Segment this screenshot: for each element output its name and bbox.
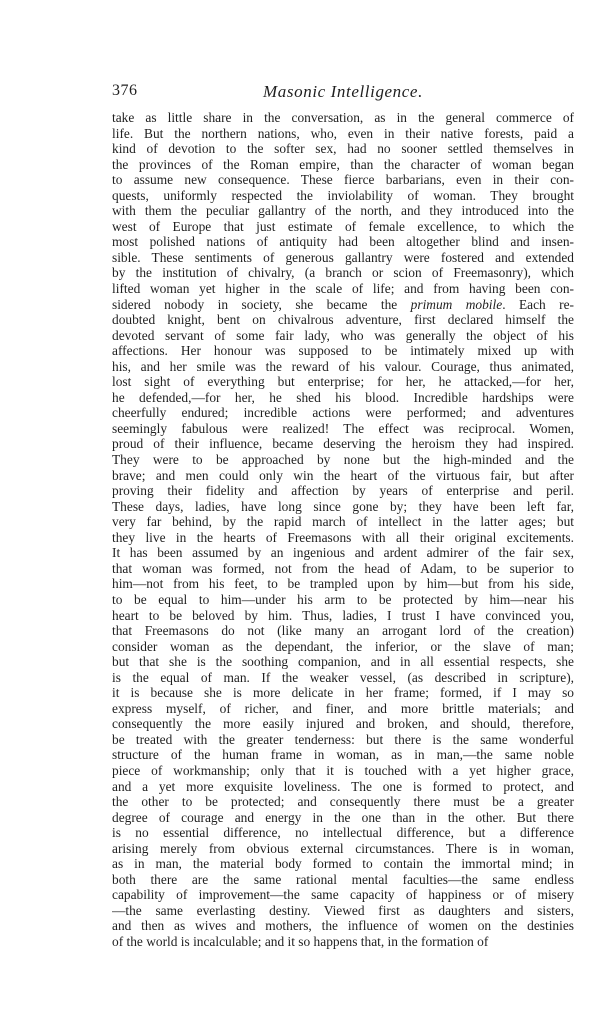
text-line: kind of devotion to the softer sex, had no sooner settled themselves in (112, 141, 574, 157)
text-line: the provinces of the Roman empire, than the character of woman began (112, 156, 574, 172)
text-line: by the institution of chivalry, (a branch or scion of Freemasonry), which (112, 265, 574, 281)
text-line: the other to be protected; and consequently there must be a greater (112, 794, 574, 810)
text-line: lost sight of everything but enterprise; for her, he attacked,—for her, (112, 374, 574, 390)
text-line: proud of their influence, became deserving the heroism they had inspired. (112, 436, 574, 452)
text-line: take as little share in the conversation, as in the general commerce of (112, 110, 574, 125)
text-line: sible. These sentiments of generous gallantry were fostered and extended (112, 249, 574, 265)
text-line: both there are the same rational mental faculties—the same endless (112, 871, 574, 887)
text-line: doubted knight, bent on chivalrous adventure, first declared himself the (112, 312, 574, 328)
text-line: It has been assumed by an ingenious and ardent admirer of the fair sex, (112, 545, 574, 561)
text-line: sidered nobody in society, she became the primum mobile. Each re- (112, 296, 574, 312)
running-title: Masonic Intelligence. (263, 82, 423, 101)
text-line: to assume new consequence. These fierce barbarians, even in their con- (112, 172, 574, 188)
text-line: is no essential difference, no intellectual difference, but a difference (112, 825, 574, 841)
page-header (112, 82, 574, 104)
text-line: to be equal to him—under his arm to be protected by him—near his (112, 591, 574, 607)
italic-phrase: primum mobile (410, 296, 503, 312)
page-number: 376 (112, 82, 138, 99)
text-line: capability of improvement—the same capacity of happiness or of misery (112, 887, 574, 903)
text-line: cheerfully endured; incredible actions were performed; and adventures (112, 405, 574, 421)
text-line: degree of courage and energy in the one than in the other. But there (112, 809, 574, 825)
text-line: that woman was formed, not from the head of Adam, to be superior to (112, 560, 574, 576)
text-line: consider woman as the dependant, the inferior, or the slave of man; (112, 638, 574, 654)
text-line: These days, ladies, have long since gone by; they have been left far, (112, 498, 574, 514)
text-line: him—not from his feet, to be trampled upon by him—but from his side, (112, 576, 574, 592)
text-line: of the world is incalculable; and it so happens that, in the formation of (112, 933, 489, 949)
text-line: heart to be beloved by him. Thus, ladies, I trust I have convinced you, (112, 607, 574, 623)
text-line: and a yet more exquisite loveliness. The one is formed to protect, and (112, 778, 574, 794)
text-line: They were to be approached by none but the high-minded and the (112, 452, 574, 468)
text-line: consequently the more easily injured and broken, and should, therefore, (112, 716, 574, 732)
text-line: affections. Her honour was supposed to be intimately mixed up with (112, 343, 574, 359)
text-line: his, and her smile was the reward of his valour. Courage, thus animated, (112, 358, 574, 374)
text-line: very far behind, by the rapid march of intellect in the latter ages; but (112, 514, 574, 530)
text-line: and then as wives and mothers, the influence of women on the destinies (112, 918, 574, 934)
text-line: is the equal of man. If the weaker vessel, (as described in scripture), (112, 669, 574, 685)
text-line: piece of workmanship; only that it is touched with a yet higher grace, (112, 762, 574, 778)
text-line: with them the peculiar gallantry of the north, and they introduced into the (112, 203, 574, 219)
text-line: that Freemasons do not (like many an arrogant lord of the creation) (112, 623, 574, 639)
text-line: life. But the northern nations, who, even in their native forests, paid a (112, 125, 574, 141)
text-line: seemingly fabulous were realized! The effect was reciprocal. Women, (112, 420, 574, 436)
text-line: arising merely from obvious external circumstances. There is in woman, (112, 840, 574, 856)
text-line: he defended,—for her, he shed his blood. Incredible hardships were (112, 389, 574, 405)
text-line: quests, uniformly respected the inviolability of woman. They brought (112, 187, 574, 203)
text-line: but that she is the soothing companion, and in all essential respects, she (112, 654, 574, 670)
text-line: —the same everlasting destiny. Viewed first as daughters and sisters, (112, 902, 574, 918)
text-line: be treated with the greater tenderness: but there is the same wonderful (112, 731, 574, 747)
text-line: west of Europe that just estimate of female excellence, to which the (112, 218, 574, 234)
text-line: most polished nations of antiquity had been altogether blind and insen- (112, 234, 574, 250)
text-line: brave; and men could only win the heart of the virtuous fair, but after (112, 467, 574, 483)
text-line: express myself, of richer, and finer, and more brittle materials; and (112, 700, 574, 716)
text-line: they live in the hearts of Freemasons with all their original excitements. (112, 529, 574, 545)
text-line: as in man, the material body formed to contain the immortal mind; in (112, 856, 574, 872)
text-line: proving their fidelity and affection by years of enterprise and peril. (112, 483, 574, 499)
text-line: lifted woman yet higher in the scale of life; and from having been con- (112, 281, 574, 297)
body-text (112, 110, 574, 950)
text-line: it is because she is more delicate in her frame; formed, if I may so (112, 685, 574, 701)
text-line: devoted servant of some fair lady, who was generally the object of his (112, 327, 574, 343)
text-line: structure of the human frame in woman, as in man,—the same noble (112, 747, 574, 763)
